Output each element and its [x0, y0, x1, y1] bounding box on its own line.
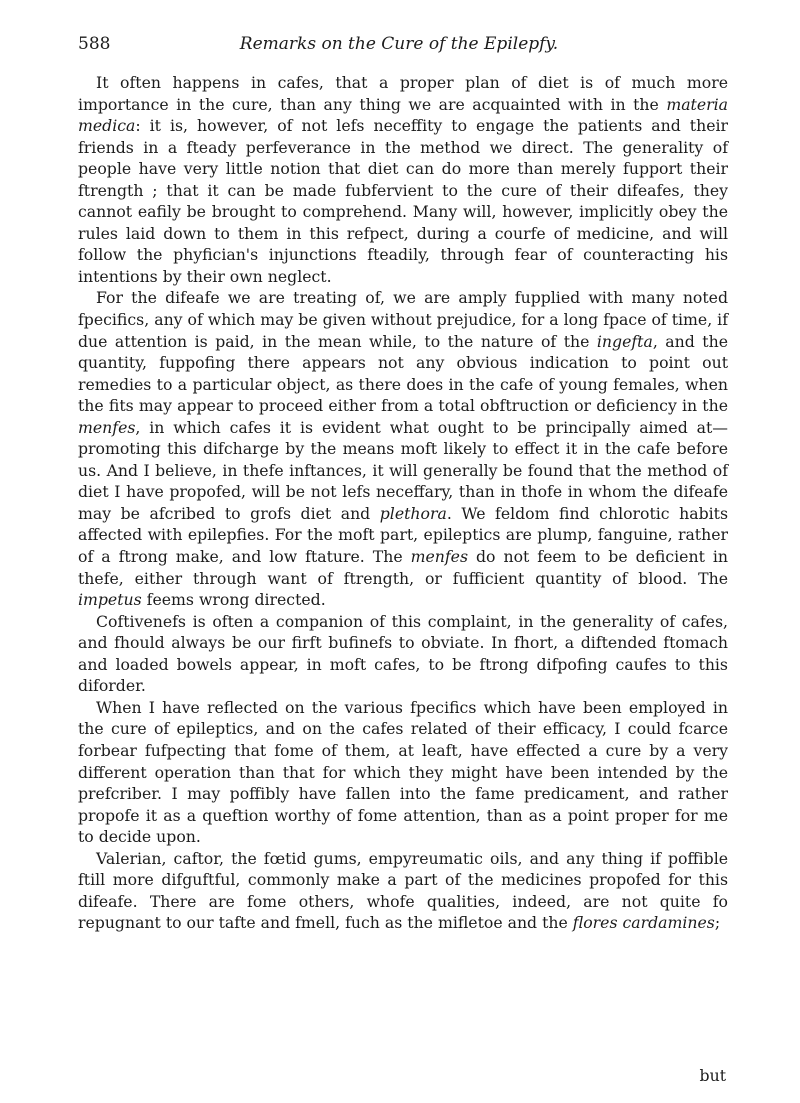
text-run: , and the quantity, fuppofing there appears not any obvious indication to point out remedies to a particular object, as there does in the cafe of young females, when the fits may appear to proceed either from a total obftruction or deficiency in the [78, 331, 728, 416]
page-number: 588 [78, 34, 111, 54]
italic-text: impetus [78, 590, 142, 610]
body-text [78, 72, 728, 934]
text-run: ; [714, 913, 721, 933]
page-header [78, 30, 720, 60]
text-run: Valerian, caftor, the fœtid gums, empyreumatic oils, and any thing if poffible ftill more difguftful, commonly make a part of the medicines propofed for this difeafe. There are fome others, whofe qualities, indeed, are not quite fo repugnant to our tafte and fmell, fuch as the mifletoe and the [78, 848, 728, 933]
running-title: Remarks on the Cure of the Epilepfy. [239, 34, 559, 54]
italic-text: menfes [78, 417, 136, 437]
paragraph [78, 611, 728, 697]
italic-text: menfes [410, 547, 468, 567]
text-run: , in which cafes it is evident what ought to be principally aimed at—promoting this difcharge by the means moft likely to effect it in the cafe before us. And I believe, in thefe inftances, it will generally be found that the method of diet I have propofed, will be not lefs neceffary, than in thofe in whom the difeafe may be afcribed to grofs diet and [78, 417, 728, 523]
text-run: . We feldom find chlorotic habits affected with epilepfies. For the moft part, epileptics are plump, fanguine, rather of a ftrong make, and low ftature. The [78, 503, 728, 567]
text-run: Coftivenefs is often a companion of this complaint, in the generality of cafes, and fhould always be our firft bufinefs to obviate. In fhort, a diftended ftomach and loaded bowels appear, in moft cafes, to be ftrong difpofing caufes to this diforder. [78, 611, 728, 696]
text-run: : it is, however, of not lefs neceffity to engage the patients and their friends in a fteady perfeverance in the method we direct. The generality of people have very little notion that diet can do more than merely fupport their ftrength ; that it can be made fubfervient to the cure of their difeafes, they cannot eafily be brought to comprehend. Many will, however, implicitly obey the rules laid down to them in this refpect, during a courfe of medicine, and will follow the phyfician's injunctions fteadily, through fear of counteracting his intentions by their own neglect. [78, 116, 728, 286]
italic-text: materia medica [78, 94, 728, 136]
text-run: do not feem to be deficient in thefe, either through want of ftrength, or fufficient quantity of blood. The [78, 547, 728, 588]
text-run: It often happens in cafes, that a proper plan of diet is of much more importance in the cure, than any thing we are acquainted with in the [78, 73, 728, 114]
paragraph [78, 697, 728, 848]
italic-text: flores cardamines [572, 913, 715, 933]
text-run: For the difeafe we are treating of, we are amply fupplied with many noted fpecifics, any of which may be given without prejudice, for a long fpace of time, if due attention is paid, in the mean while, to the nature of the [78, 288, 728, 351]
paragraph [78, 72, 728, 287]
paragraph [78, 848, 728, 934]
catchword: but [699, 1066, 726, 1085]
text-run: feems wrong directed. [141, 590, 326, 610]
text-run: When I have reflected on the various fpecifics which have been employed in the cure of epileptics, and on the cafes related of their efficacy, I could fcarce forbear fufpecting that fome of them, at leaft, have effected a cure by a very different operation than that for which they might have been intended by the prefcriber. I may poffibly have fallen into the fame predicament, and rather propofe it as a queftion worthy of fome attention, than as a point proper for me to decide upon. [78, 697, 728, 847]
italic-text: ingefta [596, 331, 653, 351]
paragraph [78, 287, 728, 610]
italic-text: plethora [379, 503, 447, 523]
